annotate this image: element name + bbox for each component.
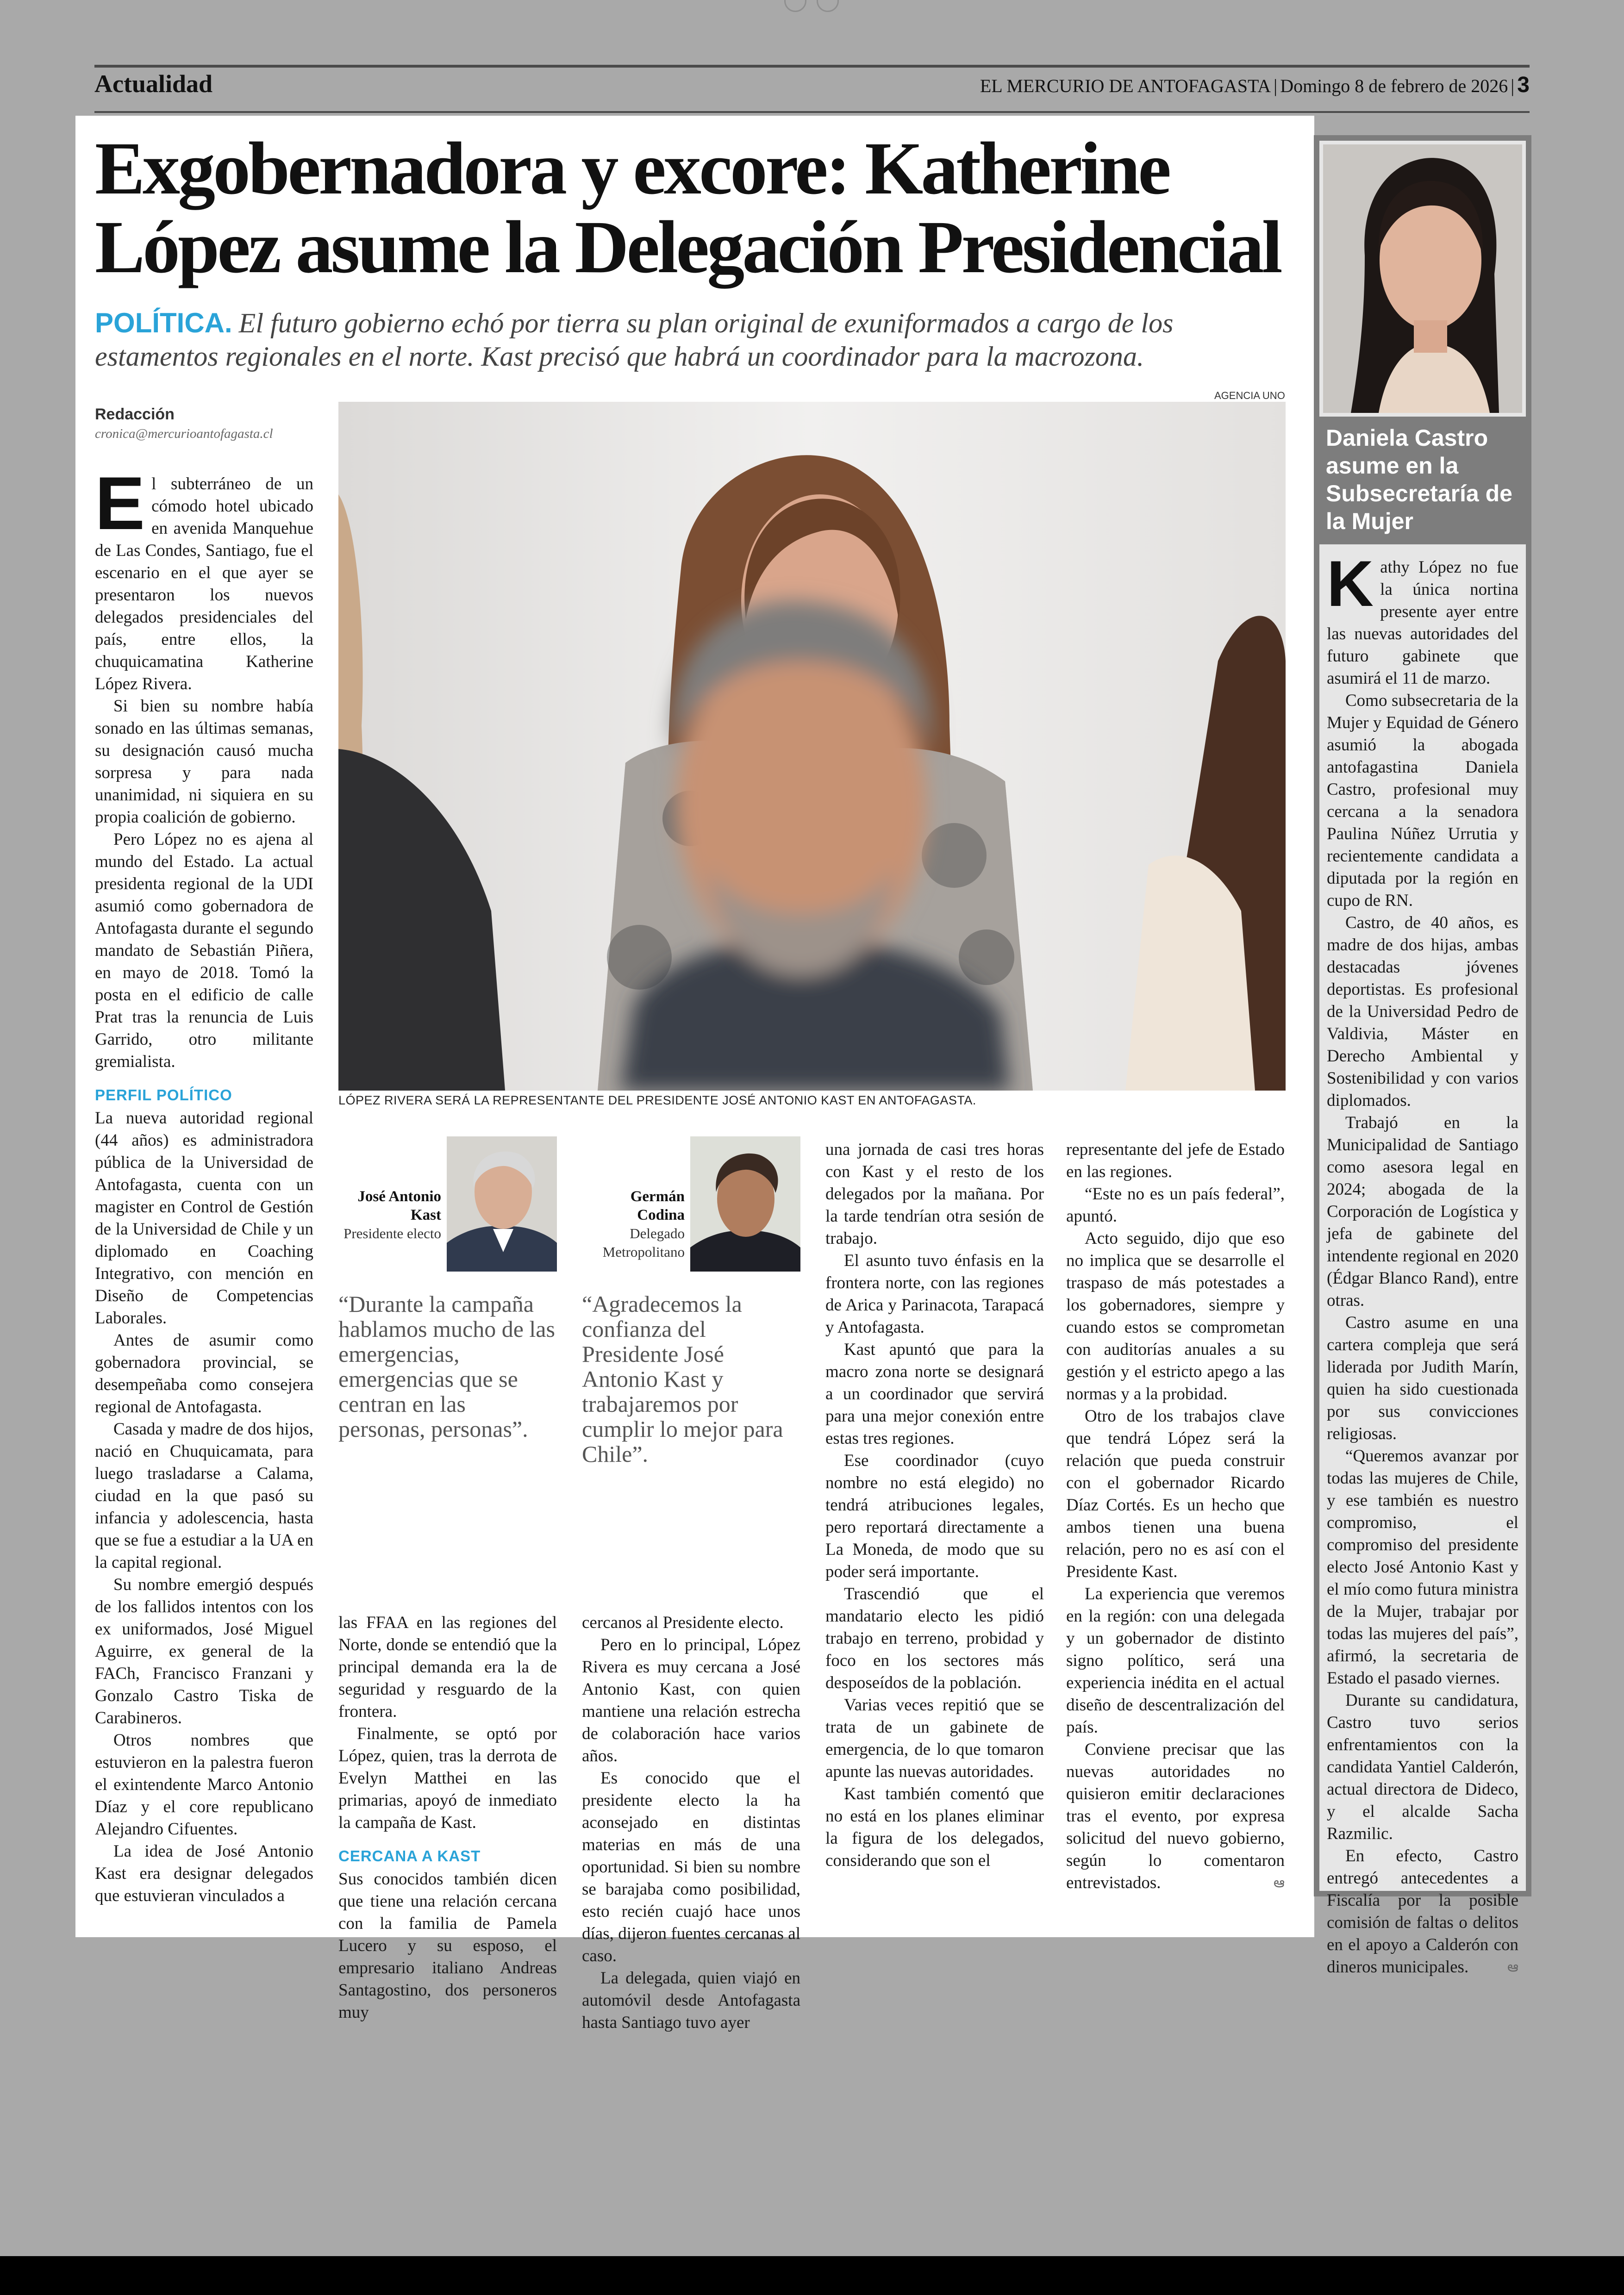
column-1 — [95, 461, 313, 1907]
profile-photo — [447, 1136, 557, 1272]
sidebar-body — [1327, 547, 1518, 1978]
profile-codina — [582, 1136, 800, 1275]
byline-author: Redacción — [95, 405, 175, 423]
paragraph: Sus conocidos también dicen que tiene una relación cercana con la familia de Pamela Lucero y su esposo, el empresario italiano Andreas Santagostino, dos personeros muy — [338, 1870, 557, 2022]
drop-cap: K — [1327, 547, 1374, 620]
page-nav — [782, 0, 843, 16]
sidebar-title: Daniela Castro asume en la Subsecretaría de la Mujer — [1326, 425, 1512, 534]
column-2 — [338, 1612, 557, 2024]
main-photo — [338, 402, 1286, 1091]
header-rule-top — [94, 65, 1530, 68]
paragraph: Es conocido que el presidente electo la ha aconsejado en distintas materias en más de una oportunidad. Si bien su nombre se barajaba como posibilidad, esto recién cuajó hace unos días, dijeron fuentes cercanas al caso. — [582, 1769, 800, 1965]
end-mark-icon: ఆ — [1507, 1959, 1518, 1975]
sidebar-box — [1314, 135, 1531, 1977]
paragraph: Trascendió que el mandatario electo les pidió trabajo en terreno, probidad y foco en los sectores más desposeídos de la población. — [825, 1584, 1044, 1692]
paragraph: Kathy López no fue la única nortina presente ayer entre las nuevas autoridades del futuro gabinete que asumirá el 11 de marzo. — [1327, 547, 1518, 688]
paragraph: Varias veces repitió que se trata de un gabinete de emergencia, de lo que tomaron apunte las nuevas autoridades. — [825, 1696, 1044, 1781]
byline-email[interactable]: cronica@mercurioantofagasta.cl — [95, 426, 273, 441]
headline: Exgobernadora y excore: Katherine López asume la Delegación Presidencial — [95, 127, 1280, 289]
paragraph: Conviene precisar que las nuevas autoridades no quisieron emitir declaraciones tras el evento, por expresa solicitud del nuevo gobierno, según lo comentaron entrevistados. ఆ — [1066, 1739, 1285, 1894]
paragraph: Su nombre emergió después de los fallidos intentos con los ex uniformados, José Miguel Aguirre, ex general de la FACh, Francisco Franzani y Gonzalo Castro Tiska de Carabineros. — [95, 1575, 313, 1727]
deck-text: El futuro gobierno echó por tierra su plan original de exuniformados a cargo de los estamentos regionales en el norte. Kast precisó que habrá un coordinador para la macrozona. — [95, 308, 1174, 372]
publication-line: EL MERCURIO DE ANTOFAGASTA | Domingo 8 de febrero de 2026 | 3 — [980, 73, 1530, 97]
article-page — [75, 116, 1314, 2032]
paragraph: Si bien su nombre había sonado en las últimas semanas, su designación causó mucha sorpresa y para nada unanimidad, ni siquiera en su propia coalición de gobierno. — [95, 697, 313, 827]
publication-date: Domingo 8 de febrero de 2026 — [1280, 75, 1508, 96]
paragraph: “Queremos avanzar por todas las mujeres de Chile, y ese también es nuestro compromiso, el compromiso del presidente electo José Antonio Kast y el mío como futura ministra de la Mujer, trabajar por todas las mujeres del país”, afirmó, la secretaria de Estado el pasado viernes. — [1327, 1447, 1518, 1688]
paragraph: Castro, de 40 años, es madre de dos hijas, ambas destacadas jóvenes deportistas. Es profesional de la Universidad Pedro de Valdivia, Máster en Derecho Ambiental y Sostenibilidad y con varios diplomados. — [1327, 913, 1518, 1110]
paragraph: La experiencia que veremos en la región: con una delegada y un gobernador de distinto signo político, será una experiencia inédita en el actual diseño de descentralización del país. — [1066, 1584, 1285, 1737]
profile-role: Presidente electo — [344, 1225, 441, 1241]
paragraph: Finalmente, se optó por López, quien, tras la derrota de Evelyn Matthei en las primarias, apoyó de inmediato la campaña de Kast. — [338, 1724, 557, 1832]
paragraph: Antes de asumir como gobernadora provincial, se desempeñaba como consejera regional de Antofagasta. — [95, 1331, 313, 1416]
paragraph: Acto seguido, dijo que eso no implica que se desarrolle el traspaso de más potestades a los gobernadores, siempre y cuando estos se comprometan con auditorías anuales a su gestión y el estricto apego a las normas y a la probidad. — [1066, 1229, 1285, 1403]
paragraph: cercanos al Presidente electo. — [582, 1613, 784, 1632]
paragraph: La idea de José Antonio Kast era designar delegados que estuvieran vinculados a — [95, 1842, 313, 1905]
paragraph: Como subsecretaria de la Mujer y Equidad de Género asumió la abogada antofagastina Daniela Castro, profesional muy cercana a la senadora Paulina Núñez Urrutia y recientemente candidata a diputada por la región en cupo de RN. — [1327, 691, 1518, 910]
paragraph: “Este no es un país federal”, apuntó. — [1066, 1185, 1285, 1226]
paragraph: las FFAA en las regiones del Norte, donde se entendió que la principal demanda era la de seguridad y resguardo de la frontera. — [338, 1613, 557, 1721]
paragraph: representante del jefe de Estado en las regiones. — [1066, 1140, 1285, 1181]
viewer-bottom-bar — [0, 2256, 1624, 2295]
profile-kast — [338, 1136, 557, 1275]
paragraph: La delegada, quien viajó en automóvil desde Antofagasta hasta Santiago tuvo ayer — [582, 1969, 800, 2032]
sidebar-title-box — [1319, 417, 1526, 544]
byline — [95, 405, 317, 442]
paragraph: Kast apuntó que para la macro zona norte se designará a un coordinador que servirá para una mejor conexión entre estas tres regiones. — [825, 1340, 1044, 1448]
profile-role: Delegado Metropolitano — [602, 1225, 685, 1260]
subhead: CERCANA A KAST — [338, 1847, 481, 1865]
next-page-icon[interactable] — [817, 0, 839, 12]
deck — [95, 306, 1299, 373]
paragraph: El subterráneo de un cómodo hotel ubicado en avenida Manquehue de Las Condes, Santiago, fue el escenario en el que ayer se presentaron los nuevos delegados presidenciales del país, entre ellos, la chuquicamatina Katherine López Rivera. — [95, 461, 313, 693]
column-4 — [825, 1139, 1044, 1872]
profile-name: Germán Codina — [630, 1188, 685, 1223]
paragraph: El asunto tuvo énfasis en la frontera norte, con las regiones de Arica y Parinacota, Tarapacá y Antofagasta. — [825, 1251, 1044, 1337]
column-5 — [1066, 1139, 1285, 1894]
photo-credit: AGENCIA UNO — [1214, 390, 1285, 401]
section-name: Actualidad — [94, 70, 213, 98]
profile-name: José Antonio Kast — [357, 1188, 441, 1223]
column-3 — [582, 1612, 800, 2034]
paragraph: Casada y madre de dos hijos, nació en Chuquicamata, para luego trasladarse a Calama, ciudad en la que pasó su infancia y adolescencia, hasta que se fue a estudiar a la UA en la capital regional. — [95, 1420, 313, 1572]
paragraph: Pero López no es ajena al mundo del Estado. La actual presidenta regional de la UDI asumió como gobernadora de Antofagasta durante el segundo mandato de Sebastián Piñera, en mayo de 2018. Tomó la posta en el edificio de calle Prat tras la renuncia de Luis Garrido, otro militante gremialista. — [95, 830, 313, 1071]
photo-caption: LÓPEZ RIVERA SERÁ LA REPRESENTANTE DEL PRESIDENTE JOSÉ ANTONIO KAST EN ANTOFAGASTA. — [338, 1093, 976, 1107]
main-photo-image — [338, 402, 1286, 1091]
end-mark-icon: ఆ — [1274, 1875, 1285, 1891]
paragraph: En efecto, Castro entregó antecedentes a Fiscalía por la posible comisión de faltas o delitos en el apoyo a Calderón con dineros municipales. ఆ — [1327, 1845, 1518, 1978]
paragraph: Pero en lo principal, López Rivera es muy cercana a José Antonio Kast, con quien mantiene una relación estrecha de colaboración hace varios años. — [582, 1635, 800, 1765]
header-rule-bottom — [94, 111, 1530, 113]
sidebar-photo — [1323, 144, 1522, 413]
pull-quote: “Durante la campaña hablamos mucho de las emergencias, emergencias que se centran en las personas, personas”. — [338, 1291, 555, 1442]
prev-page-icon[interactable] — [784, 0, 806, 12]
pull-quote: “Agradecemos la confianza del Presidente José Antonio Kast y trabajaremos por cumplir lo mejor para Chile”. — [582, 1291, 783, 1467]
paragraph: La nueva autoridad regional (44 años) es administradora pública de la Universidad de Antofagasta, cuenta con un magister en Control de Gestión de la Universidad de Chile y un diplomado en Coaching Integrativo, con mención en Diseño de Competencias Laborales. — [95, 1109, 313, 1328]
publication-name: EL MERCURIO DE ANTOFAGASTA — [980, 75, 1271, 96]
subhead: PERFIL POLÍTICO — [95, 1086, 232, 1104]
paragraph: una jornada de casi tres horas con Kast y el resto de los delegados por la mañana. Por la tarde tendrían otra sesión de trabajo. — [825, 1140, 1044, 1248]
drop-cap: E — [95, 461, 145, 545]
page-number: 3 — [1517, 73, 1530, 97]
page-header — [94, 65, 1530, 113]
kicker: POLÍTICA. — [95, 307, 232, 338]
paragraph: Otro de los trabajos clave que tendrá López será la relación que pueda construir con el gobernador Ricardo Díaz Cortés. Es un hecho que ambos tienen una buena relación, pero no es así con el Presidente Kast. — [1066, 1407, 1285, 1581]
paragraph: Kast también comentó que no está en los planes eliminar la figura de los delegados, considerando que son el — [825, 1784, 1044, 1870]
paragraph: Trabajó en la Municipalidad de Santiago como asesora legal en 2024; abogada de la Corporación de Logística y jefa de gabinete del intendente regional en 2020 (Édgar Blanco Rand), entre otras. — [1327, 1113, 1518, 1310]
profile-photo — [690, 1136, 800, 1272]
paragraph: Ese coordinador (cuyo nombre no está elegido) no tendrá atribuciones legales, pero reportará directamente a La Moneda, de modo que su poder será importante. — [825, 1451, 1044, 1581]
paragraph: Castro asume en una cartera compleja que será liderada por Judith Marín, quien ha sido cuestionada por sus convicciones religiosas. — [1327, 1313, 1518, 1443]
paragraph: Otros nombres que estuvieron en la palestra fueron el exintendente Marco Antonio Díaz y el core republicano Alejandro Cifuentes. — [95, 1731, 313, 1839]
paragraph: Durante su candidatura, Castro tuvo serios enfrentamientos con la candidata Yantiel Calderón, actual directora de Dideco, y el alcalde Sacha Razmilic. — [1327, 1691, 1518, 1843]
